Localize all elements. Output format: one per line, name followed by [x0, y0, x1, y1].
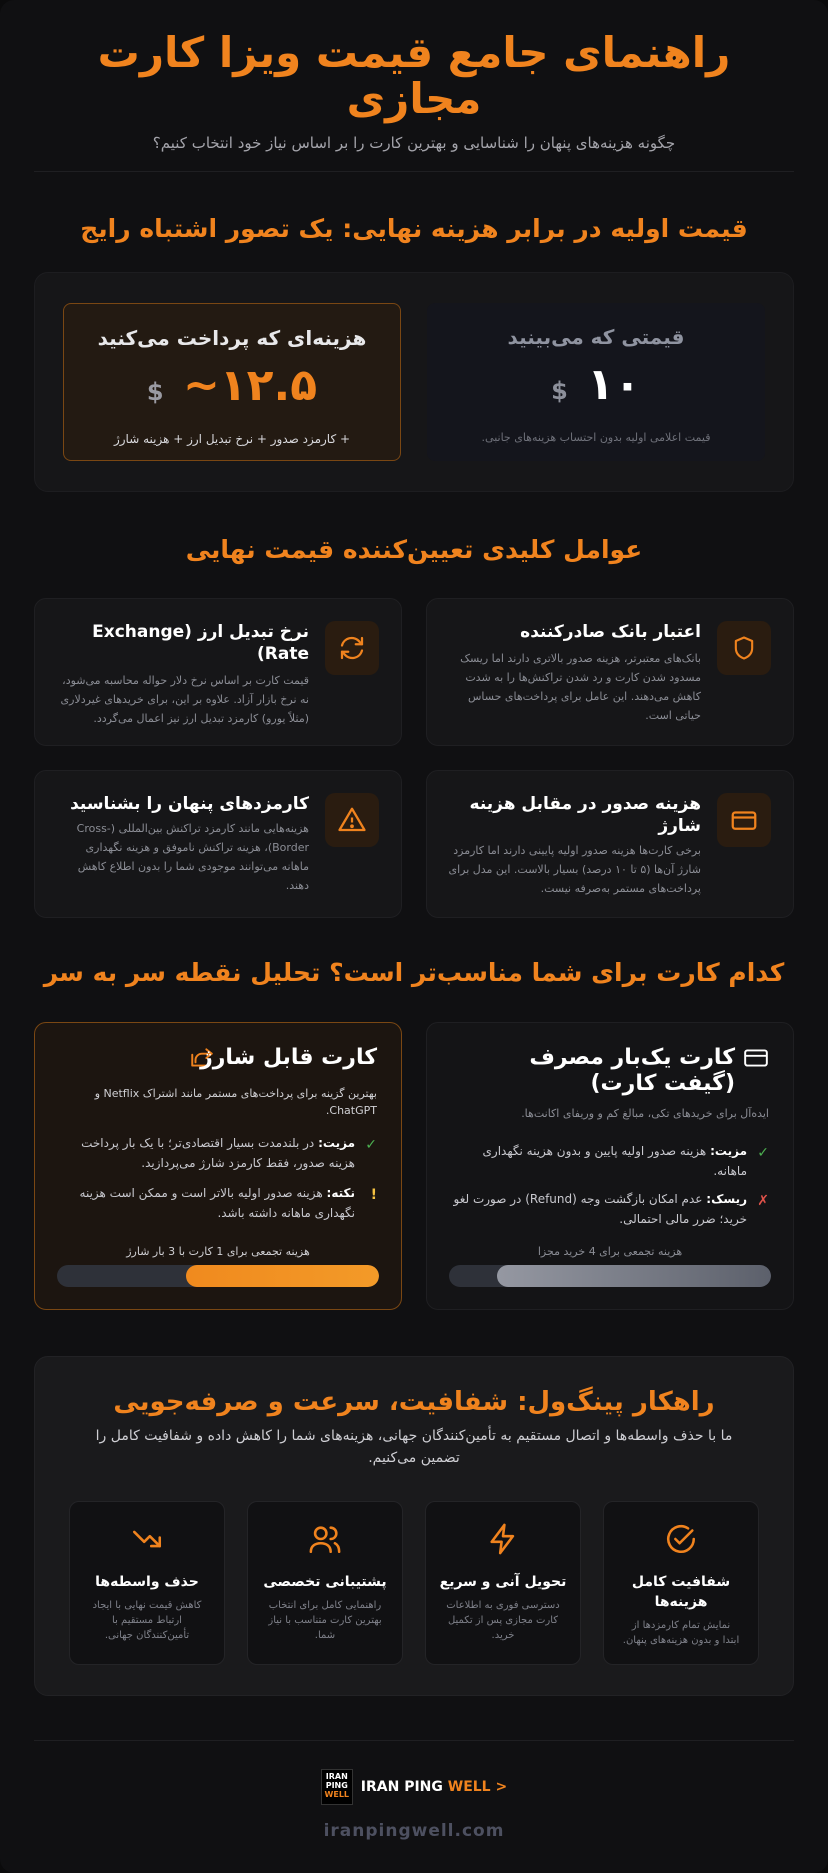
gift-card-risk: [449, 1189, 769, 1229]
pro-label: مزیت:: [318, 1136, 355, 1150]
logo-mark: [321, 1769, 353, 1805]
site-domain[interactable]: iranpingwell.com: [323, 1821, 505, 1841]
rechargeable-card-title: کارت قابل شارژ: [200, 1045, 377, 1070]
check-circle-icon: [664, 1522, 698, 1556]
solution-item-text: نمایش تمام کارمزدها از ابتدا و بدون هزینه‌های پنهان.: [622, 1620, 740, 1646]
logo-line: PING: [325, 1781, 348, 1790]
pro-text: در بلندمدت بسیار اقتصادی‌تر؛ با یک بار پرداخت هزینه صدور، فقط کارمزد شارژ می‌پردازید.: [81, 1136, 355, 1170]
rechargeable-card-pro: [57, 1133, 377, 1173]
exclamation-icon: !: [370, 1187, 377, 1203]
paid-price-currency: $: [146, 378, 164, 406]
footer: [34, 1740, 794, 1860]
factor-text: برخی کارت‌ها هزینه صدور اولیه پایینی دارند اما کارمزد شارژ آن‌ها (۵ تا ۱۰ درصد) بسیار بالاست. این مدل برای پرداخت‌های مستمر به‌صرفه نیست.: [448, 844, 701, 895]
brand-logo[interactable]: [34, 1769, 794, 1805]
users-icon: [308, 1522, 342, 1556]
price-section-title: قیمت اولیه در برابر هزینه نهایی: یک تصور اشتباه رایج: [80, 214, 748, 243]
seen-price-note: قیمت اعلامی اولیه بدون احتساب هزینه‌های جانبی.: [481, 431, 711, 444]
solution-item-title: حذف واسطه‌ها: [95, 1574, 199, 1590]
seen-price-amount: [427, 357, 765, 419]
credit-card-icon: [743, 1047, 769, 1073]
logo-line: WELL: [324, 1790, 350, 1799]
rechargeable-card-note: [57, 1183, 377, 1223]
shield-icon: [717, 621, 771, 675]
trend-down-icon: [130, 1522, 164, 1556]
cross-icon: ✗: [757, 1193, 769, 1209]
factor-card-hidden-fees: [34, 770, 402, 918]
gift-card-option: [426, 1022, 794, 1310]
pro-text: هزینه صدور اولیه پایین و بدون هزینه نگهداری ماهانه.: [482, 1144, 747, 1178]
check-icon: ✓: [365, 1137, 377, 1153]
factor-card-issuer: [426, 598, 794, 746]
rechargeable-cost-bar-fill: [186, 1265, 379, 1287]
page-header: [34, 30, 794, 172]
factor-text: هزینه‌هایی مانند کارمزد تراکنش بین‌المللی (Cross-Border)، هزینه تراکنش ناموفق و هزینه نگهداری ماهانه می‌توانند موجودی شما را بدون اطلاع کاهش دهند.: [76, 822, 309, 892]
solution-section: [34, 1356, 794, 1696]
brand-main: IRAN PING: [360, 1779, 448, 1795]
page-subtitle: چگونه هزینه‌های پنهان را شناسایی و بهترین کارت را بر اساس نیاز خود انتخاب کنیم؟: [152, 134, 676, 152]
solution-item-title: شفافیت کامل هزینه‌ها: [631, 1574, 731, 1610]
rechargeable-card-option: [34, 1022, 402, 1310]
seen-price-card: [427, 303, 765, 461]
factor-card-exchange: [34, 598, 402, 746]
factors-section-title: عوامل کلیدی تعیین‌کننده قیمت نهایی: [185, 535, 643, 564]
gift-cost-bar: [449, 1265, 771, 1287]
solution-item-text: راهنمایی کامل برای انتخاب بهترین کارت متناسب با نیاز شما.: [268, 1600, 382, 1641]
solution-item-transparency: [603, 1501, 759, 1665]
brand-name: [361, 1779, 507, 1795]
factor-title: هزینه صدور در مقابل هزینه شارژ: [469, 794, 701, 836]
note-label: نکته:: [326, 1186, 355, 1200]
factor-title: نرخ تبدیل ارز (Exchange Rate): [92, 622, 309, 664]
gift-card-subtitle: ایده‌آل برای خریدهای تکی، مبالغ کم و وریفای اکانت‌ها.: [521, 1107, 769, 1120]
factor-text: قیمت کارت بر اساس نرخ دلار حواله محاسبه می‌شود، نه نرخ بازار آزاد. علاوه بر این، برای خریدهای غیردلاری (مثلاً یورو) کارمزد تبدیل ارز نیز اعمال می‌گردد.: [60, 674, 309, 725]
paid-price-value: ~۱۲.۵: [182, 360, 318, 411]
gift-card-title: کارت یک‌بار مصرف (گیفت کارت): [529, 1045, 735, 1096]
solution-title: راهکار پینگ‌ول: شفافیت، سرعت و صرفه‌جویی: [113, 1387, 715, 1417]
risk-text: عدم امکان بازگشت وجه (Refund) در صورت لغو خرید؛ ضرر مالی احتمالی.: [453, 1192, 747, 1226]
exchange-icon: [325, 621, 379, 675]
paid-price-note: + کارمزد صدور + نرخ تبدیل ارز + هزینه شارژ: [113, 432, 351, 446]
seen-price-value: ۱۰: [587, 359, 641, 410]
seen-price-title: قیمتی که می‌بینید: [507, 325, 685, 349]
price-comparison: [34, 272, 794, 492]
logo-line: IRAN: [325, 1772, 348, 1781]
brand-accent: WELL >: [447, 1779, 508, 1795]
seen-price-currency: $: [551, 377, 568, 405]
credit-card-icon: [717, 793, 771, 847]
factor-text: بانک‌های معتبرتر، هزینه صدور بالاتری دارند اما ریسک مسدود شدن کارت و رد شدن تراکنش‌ها را به شدت کاهش می‌دهند. این عامل برای پرداخت‌های حساس حیاتی است.: [460, 652, 701, 722]
factor-title: کارمزدهای پنهان را بشناسید: [70, 794, 309, 814]
gift-cost-bar-fill: [497, 1265, 771, 1287]
solution-item-title: پشتیبانی تخصصی: [263, 1574, 387, 1590]
pro-label: مزیت:: [710, 1144, 747, 1158]
factor-card-fees: [426, 770, 794, 918]
paid-price-amount: [64, 358, 400, 420]
page-title: راهنمای جامع قیمت ویزا کارت مجازی: [97, 28, 731, 123]
solution-item-text: دسترسی فوری به اطلاعات کارت مجازی پس از تکمیل خرید.: [446, 1600, 560, 1641]
rechargeable-card-subtitle: بهترین گزینه برای پرداخت‌های مستمر مانند اشتراک Netflix و ChatGPT.: [94, 1087, 377, 1117]
solution-lead: ما با حذف واسطه‌ها و اتصال مستقیم به تأمین‌کنندگان جهانی، هزینه‌های شما را کاهش داده و شفافیت کامل را تضمین می‌کنیم.: [95, 1428, 733, 1466]
note-text: هزینه صدور اولیه بالاتر است و ممکن است هزینه نگهداری ماهانه داشته باشد.: [79, 1186, 355, 1220]
rechargeable-cost-bar-label: هزینه تجمعی برای 1 کارت با 3 بار شارژ: [126, 1245, 310, 1258]
solution-item-delivery: [425, 1501, 581, 1665]
lightning-icon: [486, 1522, 520, 1556]
solution-item-title: تحویل آنی و سریع: [439, 1574, 567, 1590]
rechargeable-cost-bar: [57, 1265, 379, 1287]
solution-item-text: کاهش قیمت نهایی با ایجاد ارتباط مستقیم با تأمین‌کنندگان جهانی.: [92, 1600, 202, 1641]
gift-card-pro: [449, 1141, 769, 1181]
compare-section-title: کدام کارت برای شما مناسب‌تر است؟ تحلیل نقطه سر به سر: [43, 958, 785, 987]
solution-item-no-middlemen: [69, 1501, 225, 1665]
factor-title: اعتبار بانک صادرکننده: [520, 622, 701, 642]
warning-icon: [325, 793, 379, 847]
check-icon: ✓: [757, 1145, 769, 1161]
solution-item-support: [247, 1501, 403, 1665]
paid-price-card: [63, 303, 401, 461]
paid-price-title: هزینه‌ای که پرداخت می‌کنید: [97, 326, 367, 350]
risk-label: ریسک:: [706, 1192, 747, 1206]
gift-cost-bar-label: هزینه تجمعی برای 4 خرید مجزا: [537, 1245, 683, 1258]
